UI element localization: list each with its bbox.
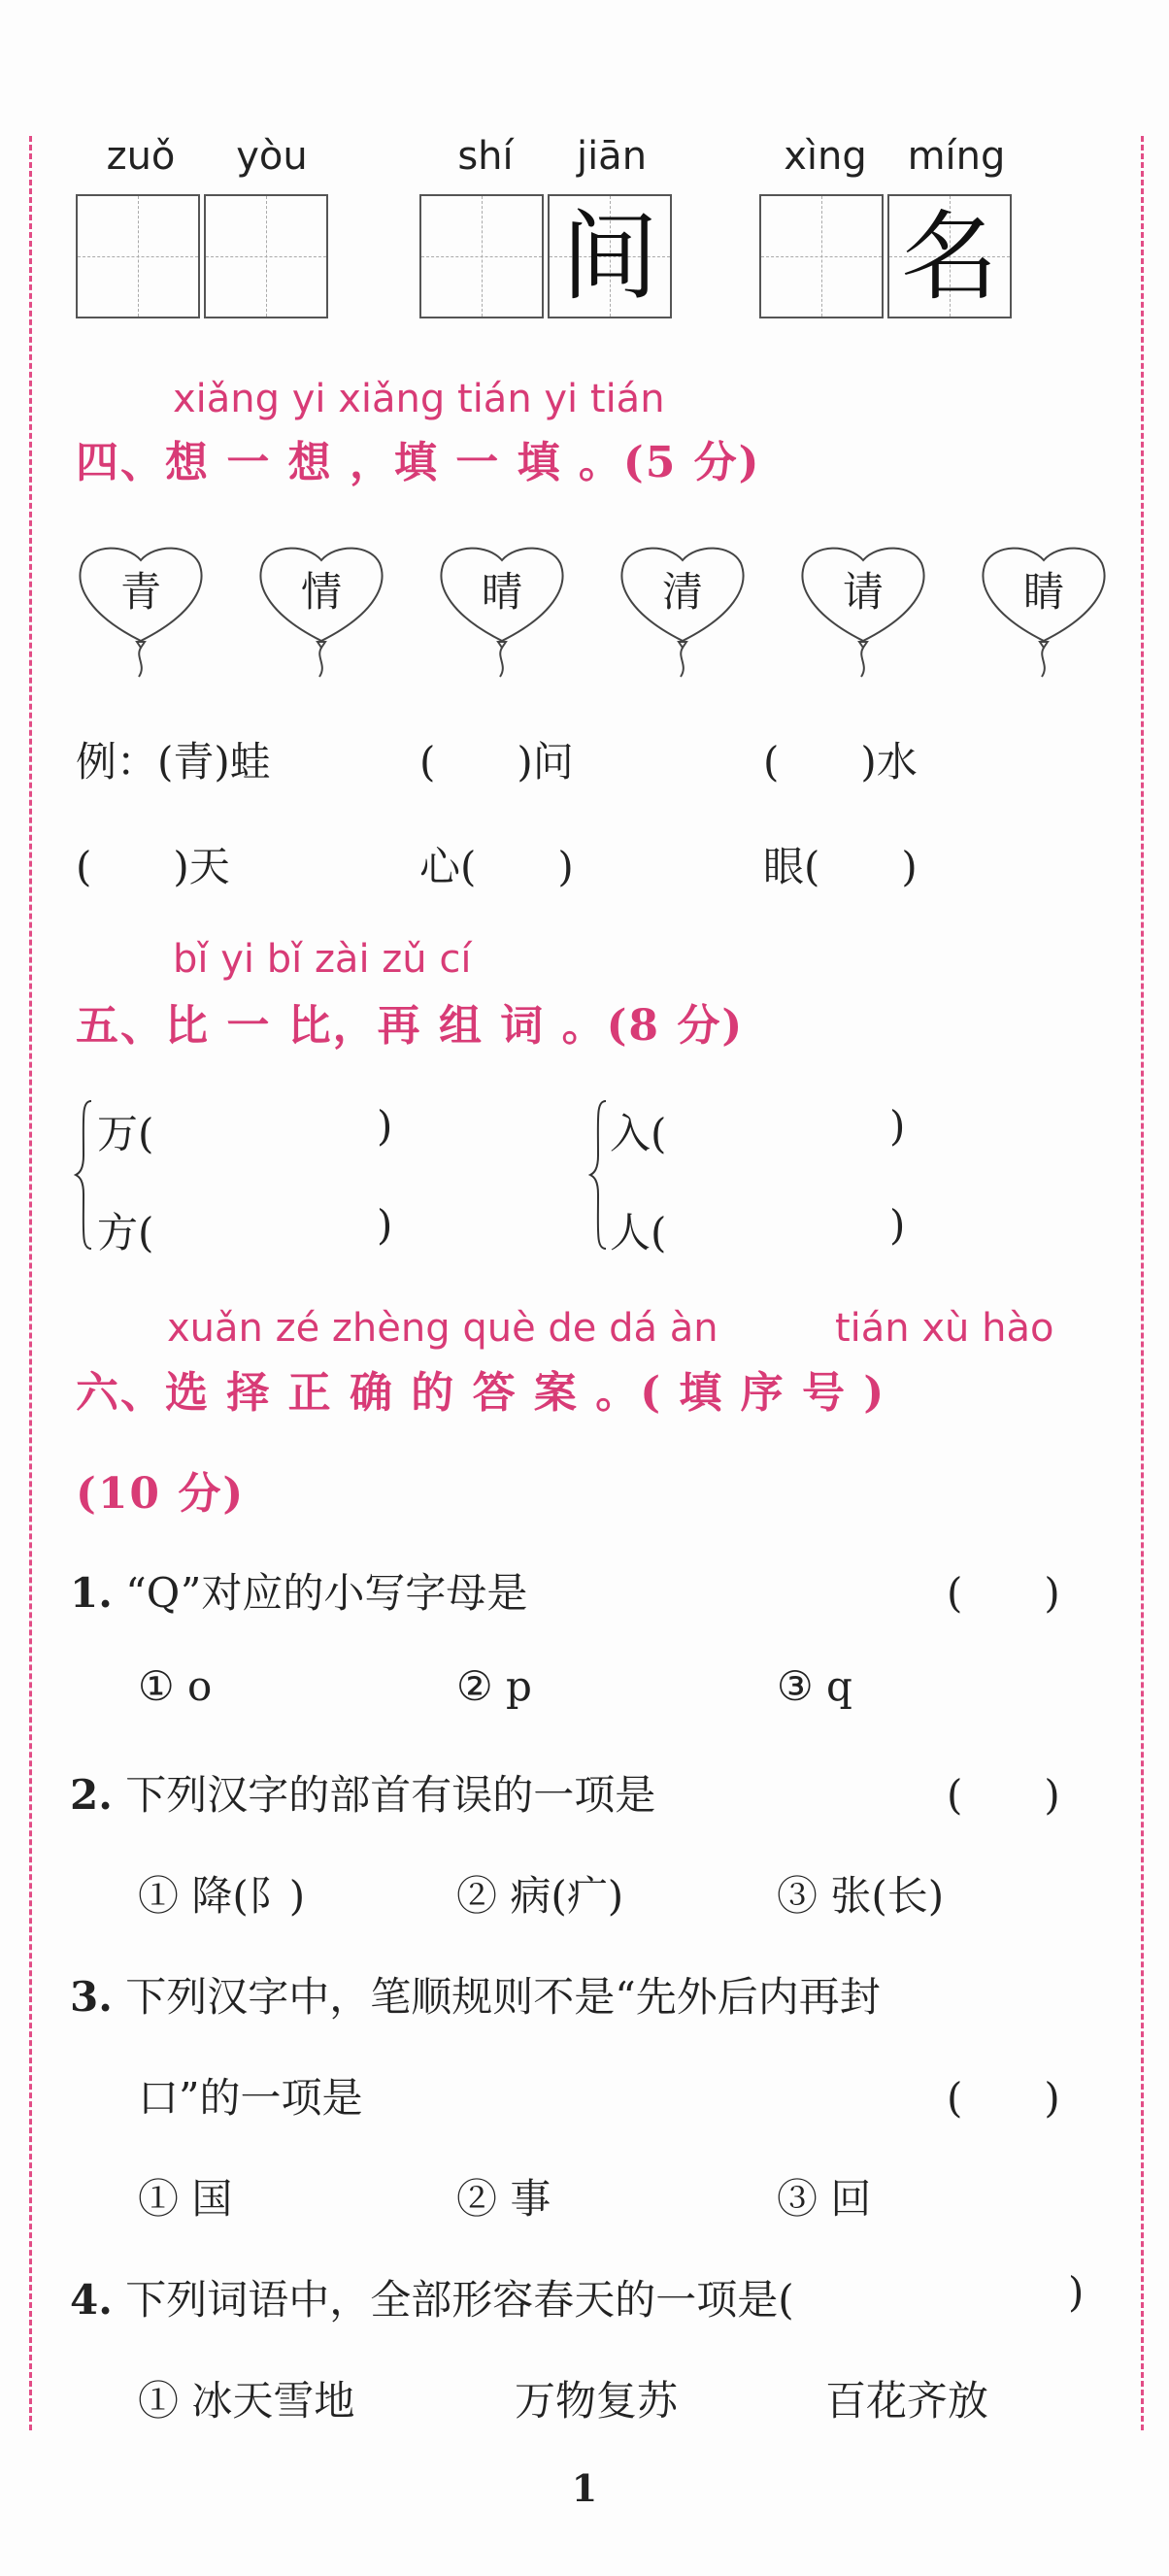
answer-paren-close[interactable]: ) (1068, 2268, 1085, 2316)
balloon (615, 539, 751, 685)
option[interactable]: ② p (456, 1662, 532, 1710)
compare-blank-close: ) (889, 1102, 906, 1150)
fill-blank[interactable]: ( )水 (763, 738, 918, 786)
question-number: 2. (70, 1771, 113, 1819)
pinyin-xing: xìng (784, 134, 867, 179)
left-brace (72, 1097, 95, 1253)
option[interactable]: ② 病(疒) (456, 1872, 624, 1920)
question-text: 下列汉字中，笔顺规则不是“先外后内再封 (125, 1973, 881, 2021)
compare-blank-close: ) (377, 1102, 393, 1150)
fill-blank[interactable]: 心( ) (419, 843, 574, 890)
grid-char: 间 (561, 200, 658, 314)
question-number: 3. (70, 1973, 113, 2021)
balloon (253, 539, 389, 685)
balloon-char: 请 (842, 568, 884, 616)
answer-paren[interactable]: ( ) (947, 2074, 1060, 2122)
balloon-char: 青 (119, 568, 161, 616)
compare-blank[interactable]: 人( (610, 1209, 667, 1256)
balloon-char: 情 (300, 568, 342, 616)
option[interactable]: ① o (138, 1662, 213, 1710)
page-number: 1 (571, 2466, 598, 2510)
left-margin-line (29, 136, 32, 2430)
question-1 (70, 1561, 527, 1620)
grid-box (887, 194, 1012, 318)
option[interactable]: ② 事 (456, 2175, 551, 2223)
fill-example: 例：(青)蛙 (76, 738, 271, 786)
fill-blank[interactable]: ( )天 (76, 843, 230, 890)
option[interactable]: ① 降(阝) (138, 1872, 306, 1920)
section6-score: (10 分) (76, 1469, 246, 1519)
pinyin-jian: jiān (576, 134, 648, 179)
balloon (795, 539, 931, 685)
option-word: 万物复苏 (515, 2377, 679, 2425)
pinyin-ming: míng (907, 134, 1006, 179)
option-word: 百花齐放 (825, 2377, 989, 2425)
balloon-char: 晴 (481, 568, 522, 616)
balloon-char: 清 (661, 568, 703, 616)
section5-title: 五、比 一 比，再 组 词 。(8 分) (76, 1001, 745, 1051)
compare-blank-close: ) (889, 1201, 906, 1249)
question-text: 下列词语中，全部形容春天的一项是( (125, 2276, 794, 2324)
right-margin-line (1141, 136, 1144, 2430)
balloon (434, 539, 570, 685)
question-number: 1. (70, 1569, 113, 1617)
grid-char: 名 (901, 200, 998, 314)
option[interactable]: ③ 回 (777, 2175, 872, 2223)
section6-pinyin-left: xuǎn zé zhèng què de dá àn (167, 1306, 718, 1351)
fill-blank[interactable]: 眼( ) (763, 843, 918, 890)
section5-pinyin: bǐ yi bǐ zài zǔ cí (173, 937, 472, 982)
section6-pinyin-right: tián xù hào (835, 1306, 1054, 1351)
question-text: 下列汉字的部首有误的一项是 (125, 1771, 656, 1819)
section4-title: 四、想 一 想 ，填 一 填 。(5 分) (76, 438, 761, 487)
grid-box[interactable] (419, 194, 544, 318)
answer-paren[interactable]: ( ) (947, 1771, 1060, 1819)
option[interactable]: ① 国 (138, 2175, 233, 2223)
question-text-continued: 口”的一项是 (138, 2074, 363, 2122)
balloon (976, 539, 1112, 685)
section6-title: 六、选 择 正 确 的 答 案 。( 填 序 号 ) (76, 1368, 886, 1418)
balloon-char: 睛 (1022, 568, 1064, 616)
question-text: “Q”对应的小写字母是 (125, 1569, 528, 1617)
right-brace (586, 1097, 610, 1253)
question-number: 4. (70, 2276, 113, 2324)
grid-box[interactable] (204, 194, 328, 318)
pinyin-shi: shí (457, 134, 514, 179)
grid-box[interactable] (759, 194, 884, 318)
question-3 (70, 1965, 881, 2024)
balloon (73, 539, 209, 685)
option[interactable]: ③ 张(长) (777, 1872, 945, 1920)
compare-blank[interactable]: 方( (97, 1209, 154, 1256)
option[interactable]: ① 冰天雪地 (138, 2377, 355, 2425)
compare-blank[interactable]: 入( (610, 1110, 667, 1157)
question-4 (70, 2268, 794, 2326)
compare-blank[interactable]: 万( (97, 1110, 154, 1157)
answer-paren[interactable]: ( ) (947, 1569, 1060, 1617)
pinyin-you: yòu (236, 134, 308, 179)
section4-pinyin: xiǎng yi xiǎng tián yi tián (173, 377, 665, 421)
grid-box (548, 194, 672, 318)
pinyin-zuo: zuǒ (106, 134, 176, 179)
compare-blank-close: ) (377, 1201, 393, 1249)
question-2 (70, 1763, 655, 1822)
option[interactable]: ③ q (777, 1662, 852, 1710)
grid-box[interactable] (76, 194, 200, 318)
fill-blank[interactable]: ( )问 (419, 738, 574, 786)
